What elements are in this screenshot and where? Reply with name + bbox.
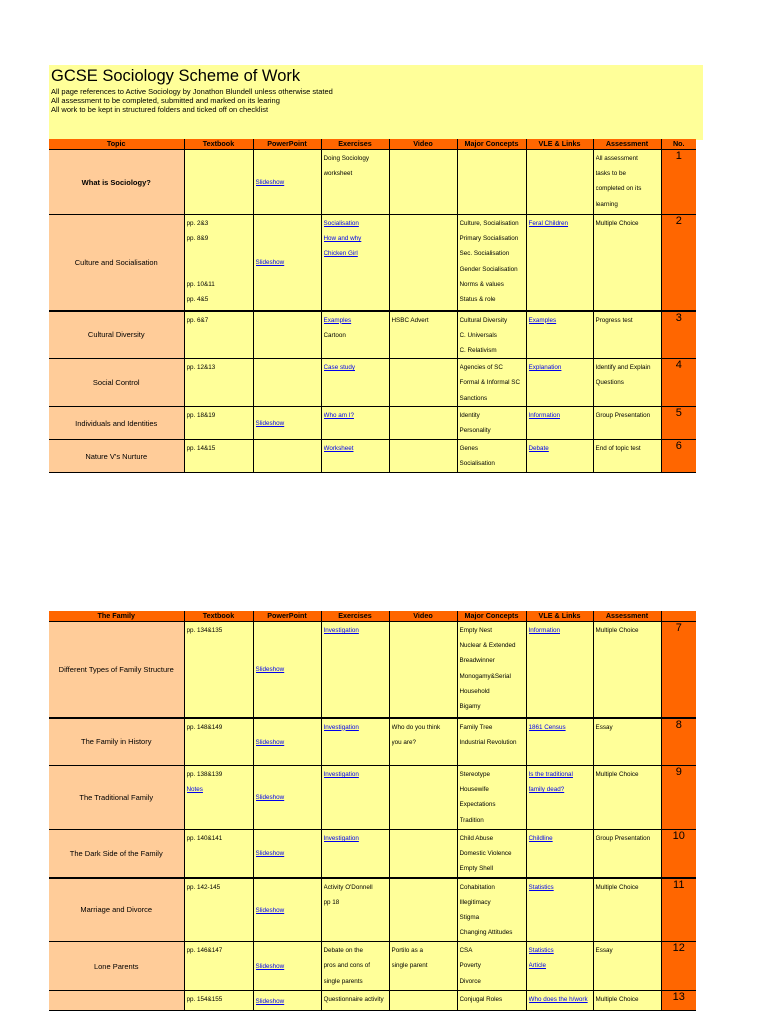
vle-link[interactable]: Childline (528, 835, 553, 842)
concept-item: Child Abuse (459, 835, 494, 842)
textbook-cell (184, 878, 253, 942)
exercise-text: single parents (323, 977, 363, 985)
concept-item: Nuclear & Extended (459, 642, 516, 650)
table-row (49, 359, 696, 407)
topic-cell: Different Types of Family Structure (49, 622, 184, 718)
textbook-ref: pp. 148&149 (186, 723, 223, 731)
textbook-ref (187, 262, 251, 277)
vle-link[interactable]: Who does the h/work (528, 996, 588, 1004)
powerpoint-cell (253, 150, 321, 215)
table-row (49, 718, 696, 766)
exercise-text: Doing Sociology (323, 155, 370, 162)
vle-cell (526, 311, 593, 359)
table-row (49, 766, 696, 830)
topic-number: 6 (661, 440, 696, 473)
vle-cell (526, 359, 593, 407)
column-header-assessment: Assessment (593, 139, 661, 150)
table-row (49, 440, 696, 473)
textbook-cell (184, 830, 253, 878)
exercises-cell (321, 440, 389, 473)
table-row (49, 622, 696, 718)
assessment-item: Multiple Choice (595, 883, 639, 891)
slideshow-link[interactable]: Slideshow (255, 666, 285, 674)
table-row (49, 991, 696, 1011)
topic-cell: The Traditional Family (49, 766, 184, 830)
topic-number: 13 (661, 991, 696, 1011)
assessment-cell (593, 150, 661, 215)
powerpoint-cell (253, 311, 321, 359)
powerpoint-cell (253, 991, 321, 1011)
concept-item: Changing Attitudes (459, 929, 513, 937)
video-cell (389, 407, 457, 440)
column-header-video: Video (389, 139, 457, 150)
column-header-textbook: Textbook (184, 139, 253, 150)
column-header-topic: Topic (49, 139, 184, 150)
textbook-cell (184, 359, 253, 407)
exercises-cell (321, 830, 389, 878)
vle-cell (526, 766, 593, 830)
powerpoint-cell (253, 407, 321, 440)
topic-cell: What is Sociology? (49, 150, 184, 215)
assessment-item: Identify and Explain (595, 364, 651, 372)
concepts-cell (457, 359, 526, 407)
video-cell (389, 150, 457, 215)
topic-cell: The Dark Side of the Family (49, 830, 184, 878)
table-row (49, 311, 696, 359)
concept-item: Housewife (459, 786, 489, 794)
video-item: single parent (391, 962, 428, 970)
assessment-cell (593, 359, 661, 407)
assessment-cell (593, 407, 661, 440)
concept-item: Socialisation (459, 460, 495, 468)
powerpoint-cell (253, 942, 321, 991)
video-cell (389, 359, 457, 407)
textbook-ref: pp. 6&7 (186, 316, 209, 324)
vle-link[interactable]: Is the traditional (528, 771, 573, 778)
concept-item: Poverty (459, 962, 481, 970)
textbook-ref: pp. 140&141 (186, 835, 223, 842)
concept-item: Conjugal Roles (459, 996, 503, 1004)
textbook-cell (184, 311, 253, 359)
textbook-cell (184, 622, 253, 718)
concepts-cell (457, 440, 526, 473)
document-header (49, 65, 703, 140)
concept-item: Breadwinner (459, 657, 495, 665)
concept-item: Sanctions (459, 394, 488, 402)
assessment-item: Group Presentation (595, 412, 651, 420)
column-header-topic: The Family (49, 611, 184, 622)
powerpoint-cell (253, 622, 321, 718)
topic-cell: Cultural Diversity (49, 311, 184, 359)
assessment-cell (593, 878, 661, 942)
exercise-link[interactable]: How and why (323, 235, 362, 243)
video-cell (389, 991, 457, 1011)
column-header-number: No. (661, 139, 696, 150)
scheme-table-topics (49, 139, 696, 473)
textbook-ref: pp. 10&11 (186, 280, 215, 288)
table-row (49, 215, 696, 311)
vle-cell (526, 407, 593, 440)
assessment-cell (593, 830, 661, 878)
header-note: All page references to Active Sociology by Jonathon Blundell unless otherwise stated (51, 87, 333, 96)
concept-item: Sec. Socialisation (459, 250, 510, 258)
textbook-ref: pp. 4&5 (186, 296, 209, 304)
slideshow-link[interactable]: Slideshow (255, 794, 285, 802)
concepts-cell (457, 622, 526, 718)
textbook-ref: pp. 12&13 (186, 364, 216, 372)
exercise-link[interactable]: Socialisation (323, 220, 359, 227)
textbook-cell (184, 766, 253, 830)
column-header-video: Video (389, 611, 457, 622)
exercise-text: worksheet (323, 170, 353, 178)
textbook-ref: pp. 8&9 (186, 235, 209, 243)
concept-item: Agencies of SC (459, 364, 503, 372)
concept-item: Cohabitation (459, 883, 495, 891)
slideshow-link[interactable]: Slideshow (255, 259, 285, 267)
concepts-cell (457, 991, 526, 1011)
topic-number: 9 (661, 766, 696, 830)
column-header-vle-links: VLE & Links (526, 139, 593, 150)
table-row (49, 407, 696, 440)
textbook-ref: pp. 146&147 (186, 947, 223, 955)
textbook-cell (184, 150, 253, 215)
topic-cell (49, 991, 184, 1011)
concept-item: C. Relativism (459, 346, 497, 354)
exercises-cell (321, 215, 389, 311)
vle-cell (526, 440, 593, 473)
table-row (49, 830, 696, 878)
video-cell (389, 622, 457, 718)
exercises-cell (321, 359, 389, 407)
concept-item: Formal & Informal SC (459, 379, 521, 387)
video-cell (389, 440, 457, 473)
slideshow-link[interactable]: Slideshow (255, 906, 285, 914)
concept-item: CSA (459, 947, 473, 955)
concepts-cell (457, 878, 526, 942)
textbook-ref: pp. 134&135 (186, 627, 223, 634)
exercises-cell (321, 991, 389, 1011)
concept-item: Cultural Diversity (459, 316, 508, 324)
vle-cell (526, 215, 593, 311)
exercise-text: Debate on the (323, 947, 364, 955)
concept-item: Norms & values (459, 280, 504, 288)
concepts-cell (457, 942, 526, 991)
vle-link[interactable]: Information (528, 627, 560, 634)
topic-cell: Individuals and Identities (49, 407, 184, 440)
concept-item: Empty Shell (459, 865, 494, 873)
topic-cell: The Family in History (49, 718, 184, 766)
concepts-cell (457, 150, 526, 215)
exercises-cell (321, 150, 389, 215)
exercises-cell (321, 622, 389, 718)
scheme-table-family (49, 611, 696, 1011)
exercises-cell (321, 311, 389, 359)
concept-item: Bigamy (459, 703, 481, 711)
assessment-item: learning (595, 200, 618, 208)
column-header-major-concepts: Major Concepts (457, 139, 526, 150)
assessment-item: Multiple Choice (595, 996, 639, 1004)
video-cell (389, 215, 457, 311)
column-header-major-concepts: Major Concepts (457, 611, 526, 622)
table-row (49, 942, 696, 991)
textbook-ref: pp. 154&155 (186, 996, 223, 1004)
assessment-item: Essay (595, 947, 613, 955)
topic-number: 4 (661, 359, 696, 407)
textbook-ref: pp. 18&19 (186, 412, 216, 420)
header-note: All work to be kept in structured folders and ticked off on checklist (51, 105, 269, 114)
vle-link[interactable]: Explanation (528, 364, 562, 372)
concept-item: Divorce (459, 977, 481, 985)
concept-item: Personality (459, 427, 491, 435)
column-header-exercises: Exercises (321, 611, 389, 622)
textbook-ref: pp. 14&15 (186, 445, 216, 453)
vle-link[interactable]: Information (528, 412, 560, 420)
column-header-vle-links: VLE & Links (526, 611, 593, 622)
vle-cell (526, 718, 593, 766)
exercises-cell (321, 942, 389, 991)
video-item: you are? (391, 738, 417, 746)
video-cell (389, 718, 457, 766)
exercise-link[interactable]: Investigation (323, 835, 359, 842)
vle-cell (526, 878, 593, 942)
video-item: HSBC Advert (391, 316, 429, 324)
notes-link[interactable]: Notes (186, 786, 203, 794)
concept-item: Domestic Violence (459, 850, 512, 858)
exercises-cell (321, 407, 389, 440)
topic-number: 5 (661, 407, 696, 440)
textbook-ref: pp. 2&3 (186, 220, 209, 227)
exercise-link[interactable]: Worksheet (323, 445, 354, 453)
topic-cell: Social Control (49, 359, 184, 407)
slideshow-link[interactable]: Slideshow (255, 963, 285, 970)
topic-number: 3 (661, 311, 696, 359)
concepts-cell (457, 215, 526, 311)
topic-number: 2 (661, 215, 696, 311)
exercise-text: Activity O'Donnell (323, 883, 373, 891)
concept-item: Stigma (459, 914, 480, 922)
vle-link[interactable]: Examples (528, 316, 557, 324)
concept-item: Industrial Revolution (459, 738, 517, 746)
exercise-link[interactable]: Who am I? (323, 412, 354, 420)
concepts-cell (457, 311, 526, 359)
assessment-item: All assessment (595, 155, 638, 162)
topic-number: 7 (661, 622, 696, 718)
assessment-item: Multiple Choice (595, 627, 639, 634)
topic-cell: Marriage and Divorce (49, 878, 184, 942)
powerpoint-cell (253, 878, 321, 942)
assessment-item: completed on its (595, 185, 642, 193)
topic-cell: Culture and Socialisation (49, 215, 184, 311)
header-note: All assessment to be completed, submitted and marked on its learing (51, 96, 280, 105)
powerpoint-cell (253, 359, 321, 407)
concept-item: Empty Nest (459, 627, 493, 634)
textbook-cell (184, 440, 253, 473)
assessment-item: tasks to be (595, 170, 626, 178)
column-header-assessment: Assessment (593, 611, 661, 622)
textbook-cell (184, 991, 253, 1011)
exercise-link[interactable]: Investigation (323, 723, 359, 731)
table-row (49, 878, 696, 942)
concept-item: Identity (459, 412, 480, 420)
assessment-item: Questions (595, 379, 624, 387)
concept-item: Stereotype (459, 771, 490, 778)
table-row (49, 150, 696, 215)
concept-item: Monogamy&Serial (459, 672, 511, 680)
topic-number: 11 (661, 878, 696, 942)
assessment-cell (593, 766, 661, 830)
vle-link[interactable]: Statistics (528, 883, 554, 891)
concept-item: Gender Socialisation (459, 265, 518, 273)
topic-number: 10 (661, 830, 696, 878)
topic-cell: Nature V's Nurture (49, 440, 184, 473)
video-cell (389, 942, 457, 991)
powerpoint-cell (253, 440, 321, 473)
exercise-link[interactable]: Chicken Girl (323, 250, 358, 258)
assessment-cell (593, 440, 661, 473)
slideshow-link[interactable]: Slideshow (255, 997, 285, 1005)
vle-link[interactable]: 1861 Census (528, 723, 566, 731)
exercises-cell (321, 718, 389, 766)
powerpoint-cell (253, 718, 321, 766)
concepts-cell (457, 407, 526, 440)
column-header-powerpoint: PowerPoint (253, 611, 321, 622)
exercises-cell (321, 766, 389, 830)
assessment-item: Group Presentation (595, 835, 651, 842)
concept-item: Family Tree (459, 723, 493, 731)
powerpoint-cell (253, 215, 321, 311)
slideshow-link[interactable]: Slideshow (255, 850, 285, 858)
powerpoint-cell (253, 830, 321, 878)
video-cell (389, 766, 457, 830)
column-header-textbook: Textbook (184, 611, 253, 622)
exercise-text: pros and cons of (323, 962, 371, 970)
assessment-cell (593, 215, 661, 311)
topic-cell: Lone Parents (49, 942, 184, 991)
concepts-cell (457, 718, 526, 766)
video-item: Who do you think (391, 723, 441, 731)
exercise-text: Cartoon (323, 331, 346, 339)
assessment-cell (593, 718, 661, 766)
assessment-cell (593, 622, 661, 718)
concept-item: Status & role (459, 296, 496, 304)
vle-cell (526, 991, 593, 1011)
textbook-ref: pp. 142-145 (186, 883, 221, 891)
assessment-cell (593, 991, 661, 1011)
column-header-exercises: Exercises (321, 139, 389, 150)
slideshow-link[interactable]: Slideshow (255, 178, 285, 186)
vle-link[interactable]: Feral Children (528, 220, 569, 227)
exercise-text: Questionnaire activity (323, 996, 384, 1004)
concepts-cell (457, 830, 526, 878)
textbook-ref: pp. 138&139 (186, 771, 223, 778)
concepts-cell (457, 766, 526, 830)
exercises-cell (321, 878, 389, 942)
concept-item: Culture, Socialisation (459, 220, 519, 227)
concept-item: Expectations (459, 801, 496, 809)
topic-number: 1 (661, 150, 696, 215)
concept-item: Tradition (459, 816, 484, 824)
exercise-link[interactable]: Examples (323, 316, 352, 324)
concept-item: C. Universals (459, 331, 497, 339)
textbook-cell (184, 942, 253, 991)
vle-cell (526, 150, 593, 215)
topic-number: 12 (661, 942, 696, 991)
topic-number: 8 (661, 718, 696, 766)
textbook-cell (184, 718, 253, 766)
concept-item: Household (459, 687, 490, 695)
exercise-link[interactable]: Investigation (323, 771, 359, 778)
assessment-item: Multiple Choice (595, 220, 639, 227)
concept-item: Illegitimacy (459, 898, 491, 906)
vle-cell (526, 830, 593, 878)
vle-cell (526, 942, 593, 991)
assessment-cell (593, 311, 661, 359)
video-cell (389, 311, 457, 359)
concept-item: Primary Socialisation (459, 235, 519, 243)
textbook-cell (184, 407, 253, 440)
textbook-ref (187, 246, 251, 261)
video-cell (389, 878, 457, 942)
column-header-number (661, 611, 696, 622)
slideshow-link[interactable]: Slideshow (255, 420, 285, 427)
video-cell (389, 830, 457, 878)
exercise-text: pp 18 (323, 898, 340, 906)
vle-link[interactable]: Debate (528, 445, 549, 453)
slideshow-link[interactable]: Slideshow (255, 738, 285, 746)
column-header-powerpoint: PowerPoint (253, 139, 321, 150)
vle-cell (526, 622, 593, 718)
video-item: Portilo as a (391, 947, 423, 955)
vle-link[interactable]: Statistics (528, 947, 554, 955)
document-title: GCSE Sociology Scheme of Work (51, 67, 301, 85)
textbook-cell (184, 215, 253, 311)
assessment-item: Progress test (595, 316, 633, 324)
exercise-link[interactable]: Case study (323, 364, 355, 372)
powerpoint-cell (253, 766, 321, 830)
assessment-item: Essay (595, 723, 613, 731)
assessment-cell (593, 942, 661, 991)
concept-item: Genes (459, 445, 479, 453)
vle-link[interactable]: family dead? (528, 786, 565, 794)
assessment-item: Multiple Choice (595, 771, 639, 778)
assessment-item: End of topic test (595, 445, 641, 453)
exercise-link[interactable]: Investigation (323, 627, 359, 634)
vle-link[interactable]: Article (528, 962, 546, 970)
